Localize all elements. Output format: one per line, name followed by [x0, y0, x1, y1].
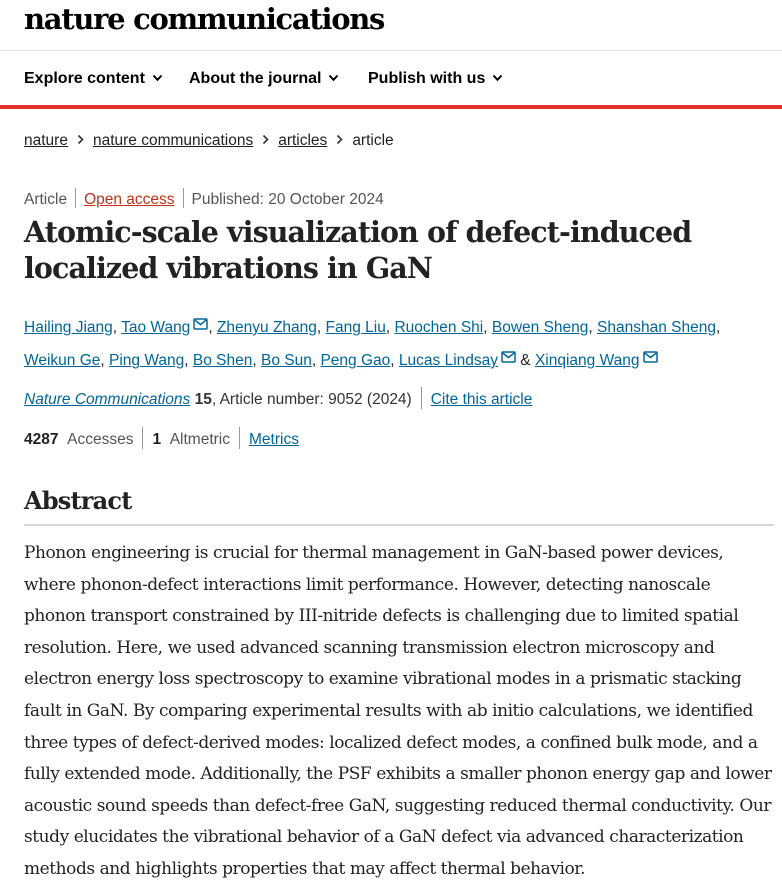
citation-line	[24, 387, 532, 409]
chevron-right-icon	[262, 132, 269, 150]
author-link[interactable]: Hailing Jiang	[24, 319, 113, 336]
nav-publish-with-us[interactable]	[368, 69, 503, 88]
author-link[interactable]: Weikun Ge	[24, 352, 101, 369]
author-link[interactable]: Ruochen Shi	[394, 319, 484, 336]
mail-icon[interactable]	[643, 343, 658, 374]
article-metrics	[24, 427, 299, 449]
divider	[142, 427, 143, 449]
author-link[interactable]: Bowen Sheng	[491, 319, 589, 336]
published-date: Published: 20 October 2024	[191, 191, 384, 208]
cite-this-article-link[interactable]: Cite this article	[430, 391, 533, 408]
journal-logo[interactable]: nature communications	[24, 2, 385, 36]
article-title: Atomic-scale visualization of defect-induced localized vibrations in GaN	[24, 215, 692, 285]
divider	[421, 387, 422, 409]
main-nav	[0, 51, 782, 109]
article-meta	[24, 188, 384, 209]
abstract-heading: Abstract	[24, 486, 774, 526]
nav-explore-content[interactable]	[24, 69, 163, 88]
nav-label: Publish with us	[368, 70, 486, 87]
chevron-right-icon	[336, 132, 343, 150]
breadcrumb-articles[interactable]: articles	[278, 132, 328, 149]
nav-about-journal[interactable]	[189, 69, 339, 88]
volume: 15	[194, 391, 212, 408]
nav-label: Explore content	[24, 70, 145, 87]
mail-icon[interactable]	[193, 310, 208, 341]
journal-link[interactable]: Nature Communications	[24, 391, 191, 408]
author-link[interactable]: Tao Wang	[121, 319, 191, 336]
breadcrumb-nature-communications[interactable]: nature communications	[92, 132, 254, 149]
metrics-link[interactable]: Metrics	[249, 431, 299, 448]
breadcrumb	[24, 132, 394, 150]
chevron-down-icon	[492, 69, 503, 87]
author-link[interactable]: Xinqiang Wang	[534, 352, 640, 369]
author-link[interactable]: Fang Liu	[325, 319, 386, 336]
nav-label: About the journal	[189, 70, 322, 87]
accesses-label: Accesses	[67, 431, 134, 448]
article-number: , Article number: 9052 (2024)	[211, 391, 412, 408]
author-link[interactable]: Zhenyu Zhang	[216, 319, 317, 336]
mail-icon[interactable]	[501, 343, 516, 374]
author-list: Hailing Jiang, Tao Wang , Zhenyu Zhang, Fang Liu, Ruochen Shi, Bowen Sheng, Shanshan Sheng, Weikun Ge, Ping Wang, Bo Shen, Bo Sun, Peng Gao, Lucas Lindsay & Xinqiang Wang	[24, 310, 772, 376]
divider	[239, 427, 240, 449]
site-header	[0, 0, 782, 51]
author-link[interactable]: Bo Shen	[192, 352, 253, 369]
altmetric-label: Altmetric	[169, 431, 230, 448]
divider	[183, 188, 184, 208]
abstract-text: Phonon engineering is crucial for thermal management in GaN-based power devices, where phonon-defect interactions limit performance. However, detecting nanoscale phonon transport constrained by III-nitride defects is challenging due to limited spatial resolution. Here, we used advanced scanning transmission electron microscopy and electron energy loss spectroscopy to examine vibrational modes in a prismatic stacking fault in GaN. By comparing experimental results with ab initio calculations, we identified three types of defect-derived modes: localized defect modes, a confined bulk mode, and a fully extended mode. Additionally, the PSF exhibits a smaller phonon energy gap and lower acoustic sound speeds than defect-free GaN, suggesting reduced thermal conductivity. Our study elucidates the vibrational behavior of a GaN defect via advanced characterization methods and highlights properties that may affect thermal behavior.	[24, 543, 772, 879]
accesses-count: 4287	[24, 431, 59, 448]
divider	[75, 188, 76, 208]
chevron-right-icon	[77, 132, 84, 150]
author-link[interactable]: Shanshan Sheng	[597, 319, 716, 336]
breadcrumb-current: article	[352, 132, 394, 149]
article-type: Article	[24, 191, 68, 208]
author-link[interactable]: Bo Sun	[260, 352, 312, 369]
author-link[interactable]: Ping Wang	[109, 352, 185, 369]
chevron-down-icon	[152, 69, 163, 87]
altmetric-count: 1	[152, 431, 162, 448]
open-access-link[interactable]: Open access	[84, 191, 175, 208]
author-link[interactable]: Peng Gao	[320, 352, 391, 369]
chevron-down-icon	[328, 69, 339, 87]
author-link[interactable]: Lucas Lindsay	[398, 352, 498, 369]
breadcrumb-nature[interactable]: nature	[24, 132, 68, 149]
